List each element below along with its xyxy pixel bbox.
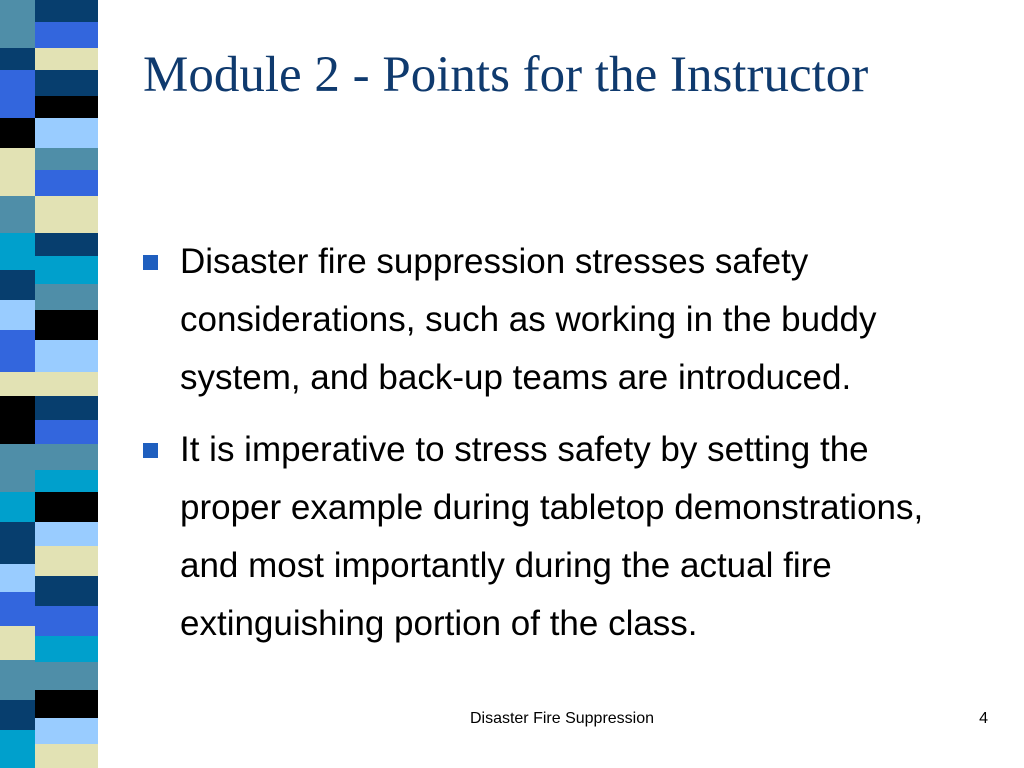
stripe-block [35, 546, 98, 576]
stripe-block [0, 270, 35, 300]
bullet-item [143, 233, 973, 407]
bullet-text: Disaster fire suppression stresses safety considerations, such as working in the buddy system, and back-up teams are introduced. [180, 242, 877, 397]
stripe-block [0, 592, 35, 626]
stripe-block [0, 330, 35, 372]
stripe-block [35, 744, 98, 768]
stripe-block [35, 22, 98, 48]
stripe-block [35, 606, 98, 636]
stripe-block [0, 492, 35, 522]
decorative-stripe-border [0, 0, 100, 768]
slide-title: Module 2 - Points for the Instructor [143, 47, 869, 103]
stripe-block [35, 118, 98, 148]
square-bullet-icon [143, 443, 158, 458]
bullet-item [143, 421, 973, 653]
stripe-block [35, 522, 98, 546]
stripe-block [35, 284, 98, 310]
stripe-block [0, 300, 35, 330]
stripe-block [35, 170, 98, 196]
stripe-block [0, 118, 35, 148]
stripe-block [0, 626, 35, 660]
stripe-block [0, 564, 35, 592]
bullet-list [143, 233, 973, 667]
stripe-block [0, 372, 35, 396]
stripe-block [35, 310, 98, 340]
stripe-block [0, 48, 35, 70]
stripe-block [0, 444, 35, 492]
bullet-text: It is imperative to stress safety by setting the proper example during tabletop demonstrations, and most importantly during the actual fire extinguishing portion of the class. [180, 430, 924, 643]
stripe-block [0, 396, 35, 444]
stripe-block [35, 636, 98, 662]
stripe-block [0, 0, 35, 48]
stripe-block [35, 576, 98, 606]
stripe-block [0, 148, 35, 196]
stripe-block [35, 372, 98, 396]
square-bullet-icon [143, 255, 158, 270]
stripe-block [35, 340, 98, 372]
stripe-block [35, 48, 98, 70]
stripe-block [35, 444, 98, 470]
stripe-block [35, 492, 98, 522]
stripe-block [35, 196, 98, 233]
stripe-block [0, 70, 35, 118]
stripe-block [35, 396, 98, 420]
stripe-block [35, 662, 98, 690]
stripe-block [35, 420, 98, 444]
stripe-block [35, 470, 98, 492]
stripe-block [35, 233, 98, 256]
stripe-block [35, 148, 98, 170]
stripe-block [35, 70, 98, 96]
stripe-block [35, 256, 98, 284]
page-number: 4 [979, 710, 988, 727]
stripe-block [0, 196, 35, 233]
stripe-column-outer [0, 0, 35, 768]
stripe-column-inner [35, 0, 98, 768]
stripe-block [0, 233, 35, 270]
stripe-block [35, 0, 98, 22]
stripe-block [0, 730, 35, 768]
stripe-block [35, 96, 98, 118]
stripe-block [0, 522, 35, 564]
slide-footer: Disaster Fire Suppression [469, 710, 655, 727]
stripe-block [0, 660, 35, 700]
